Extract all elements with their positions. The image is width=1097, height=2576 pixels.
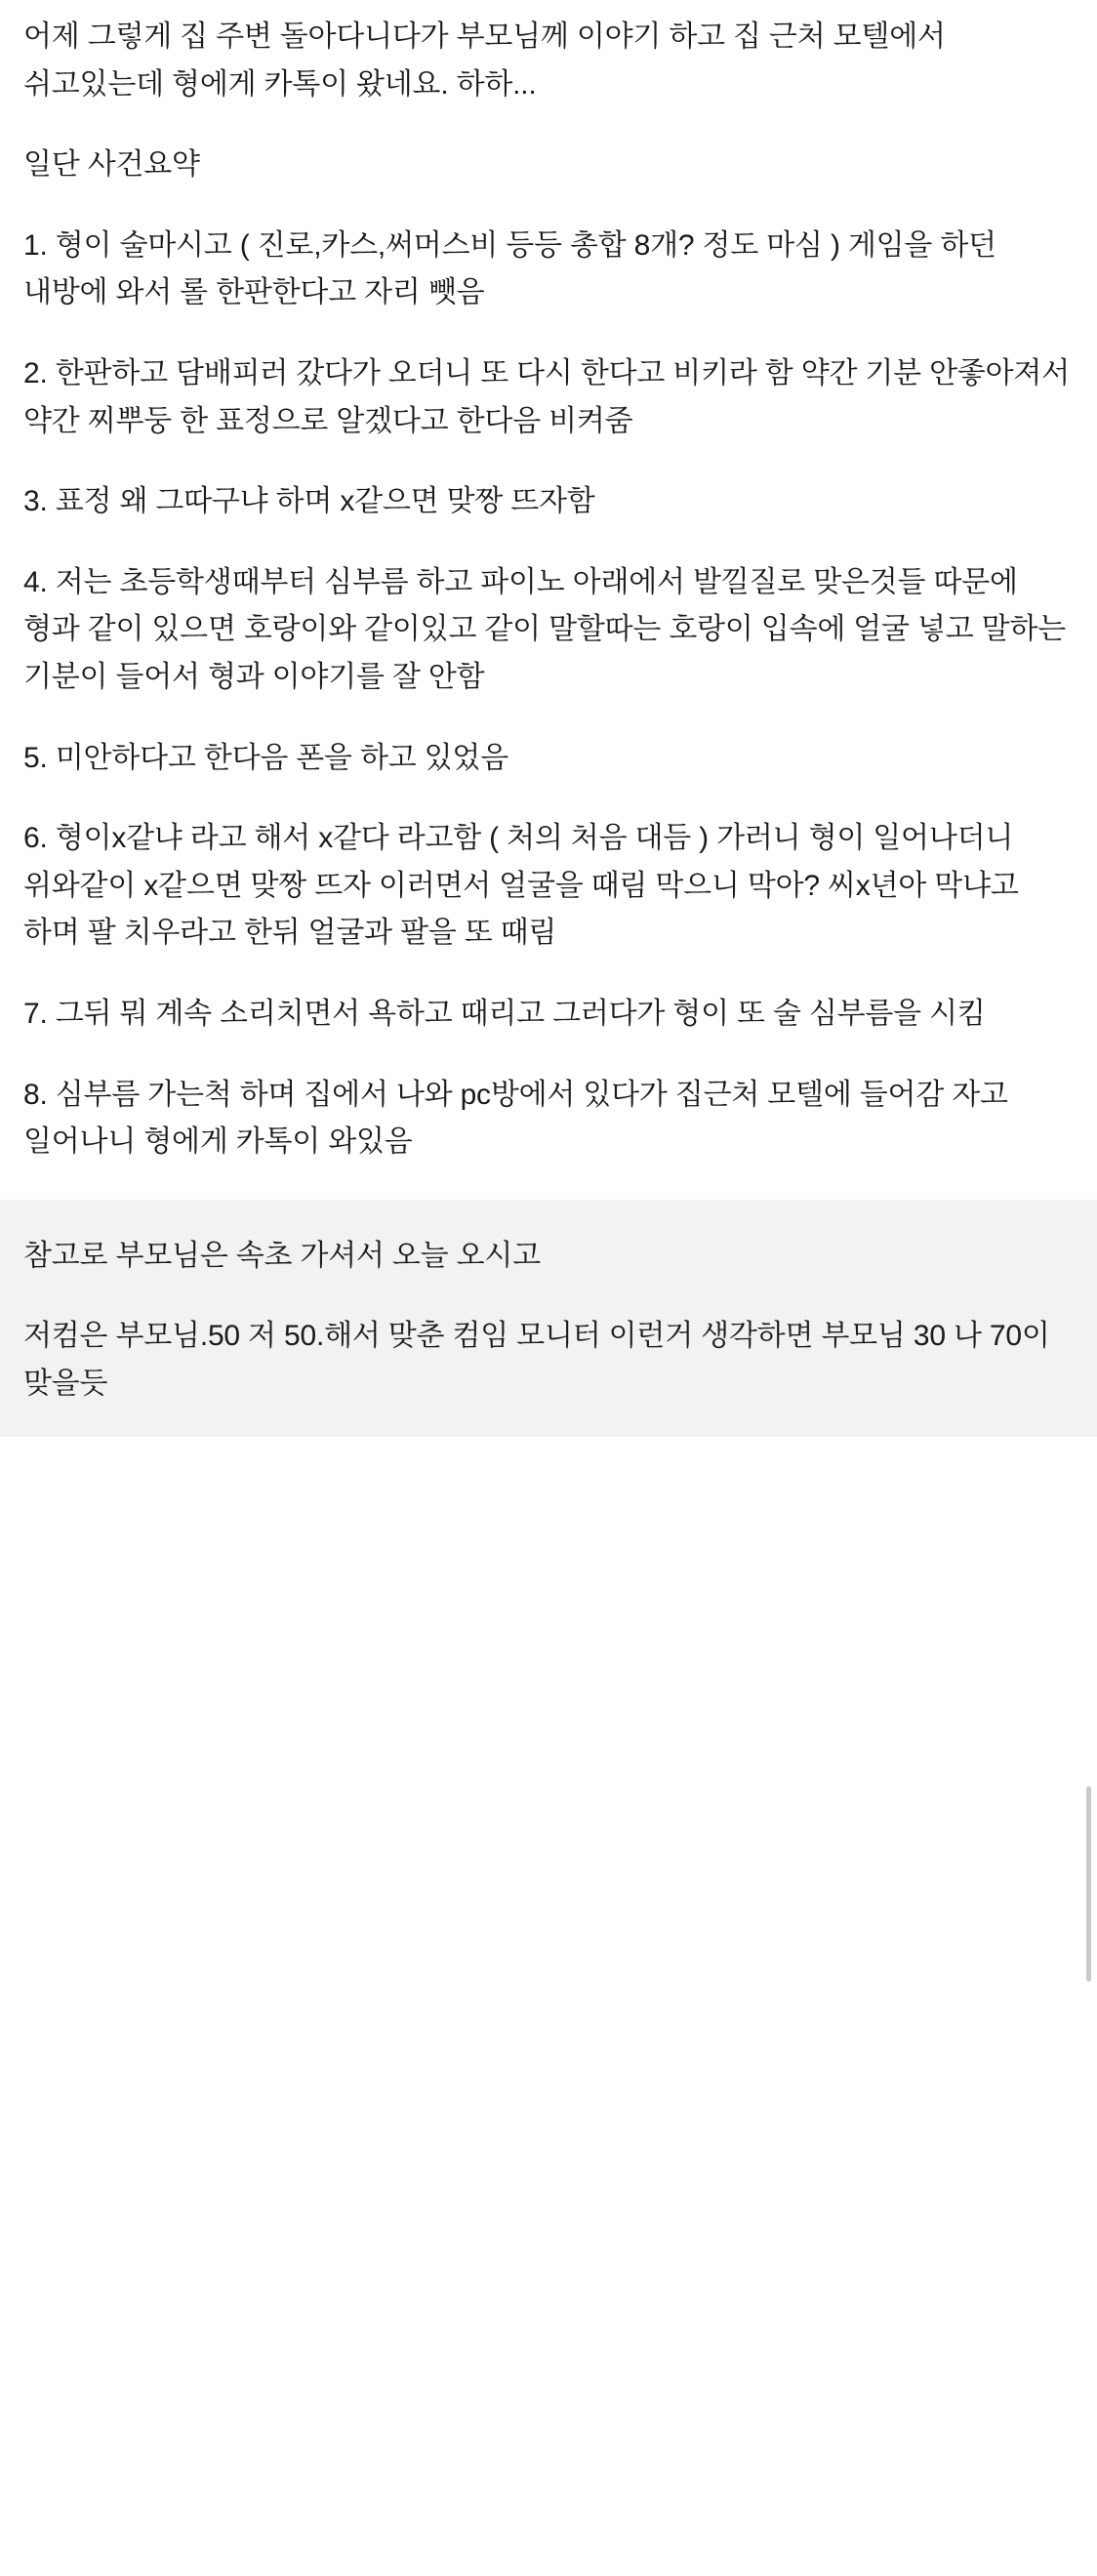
paragraph-note-parents: 참고로 부모님은 속초 가셔서 오늘 오시고 [23, 1239, 541, 1272]
paragraph-item-2: 2. 한판하고 담배피러 갔다가 오더니 또 다시 한다고 비키라 함 약간 기분 안좋아져서 약간 찌뿌둥 한 표정으로 알겠다고 한다음 비켜줌 [23, 356, 1070, 437]
paragraph-item-4: 4. 저는 초등학생때부터 심부름 하고 파이노 아래에서 발낄질로 맞은것들 따문에 형과 같이 있으면 호랑이와 같이있고 같이 말할따는 호랑이 입속에 얼굴 넣고 말하는 기분이 들어서 형과 이야기를 잘 안함 [23, 565, 1067, 693]
paragraph-item-6: 6. 형이x같냐 라고 해서 x같다 라고함 ( 처의 처음 대듬 ) 가러니 형이 일어나더니 위와같이 x같으면 맞짱 뜨자 이러면서 얼굴을 때림 막으니 막아? 씨x년아 막냐고 하며 팔 치우라고 한뒤 얼굴과 팔을 또 때림 [23, 822, 1019, 950]
story-section-bottom [0, 1200, 1097, 1438]
paragraph-item-7: 7. 그뒤 뭐 계속 소리치면서 욕하고 때리고 그러다가 형이 또 술 심부름을 시킴 [23, 997, 986, 1030]
paragraph-intro: 어제 그렇게 집 주변 돌아다니다가 부모님께 이야기 하고 집 근처 모텔에서 쉬고있는데 형에게 카톡이 왔네요. 하하... [23, 20, 946, 101]
paragraph-note-computer: 저컴은 부모님.50 저 50.해서 맞춘 컴임 모니터 이런거 생각하면 부모님 30 나 70이 맞을듯 [23, 1320, 1050, 1400]
paragraph-item-5: 5. 미안하다고 한다음 폰을 하고 있었음 [23, 741, 508, 774]
paragraph-item-3: 3. 표정 왜 그따구냐 하며 x같으면 맞짱 뜨자함 [23, 485, 595, 518]
paragraph-summary-heading: 일단 사건요약 [23, 148, 200, 182]
section-divider [0, 1166, 1097, 1200]
paragraph-item-1: 1. 형이 술마시고 ( 진로,카스,써머스비 등등 총합 8개? 정도 마심 ) 게임을 하던 내방에 와서 롤 한판한다고 자리 뺏음 [23, 228, 996, 309]
story-section-top [0, 0, 1097, 1166]
scrollbar-thumb[interactable] [1086, 1786, 1091, 1982]
paragraph-item-8: 8. 심부름 가는척 하며 집에서 나와 pc방에서 있다가 집근처 모텔에 들어감 자고 일어나니 형에게 카톡이 와있음 [23, 1078, 1008, 1159]
